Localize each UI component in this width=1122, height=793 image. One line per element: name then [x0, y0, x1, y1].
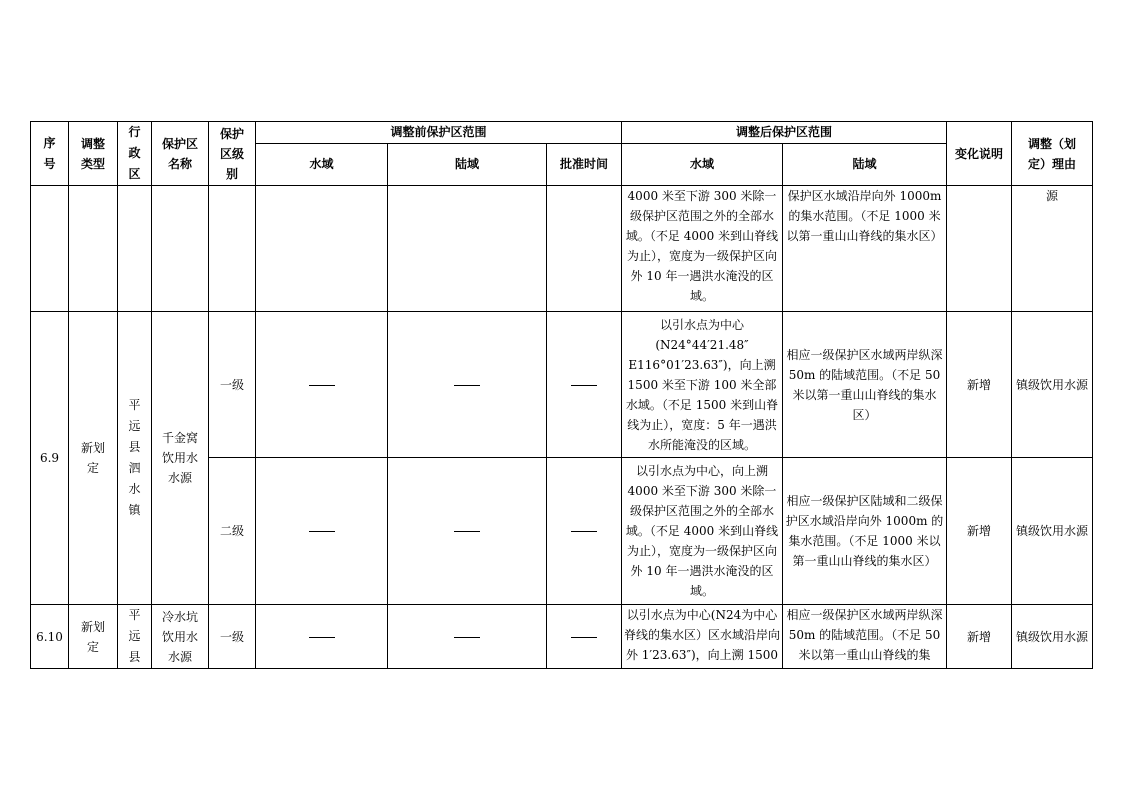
dash-mark [309, 531, 335, 532]
cell [152, 186, 209, 312]
header-approval-time: 批准时间 [547, 143, 622, 185]
level-cell: 一级 [209, 312, 256, 458]
approval-time-cell [547, 312, 622, 458]
zone-name-cell: 冷水坑饮用水水源 [152, 605, 209, 669]
change-note-cell: 新增 [947, 605, 1012, 669]
dash-mark [309, 637, 335, 638]
change-note-cell: 新增 [947, 458, 1012, 605]
after-water-cell: 4000 米至下游 300 米除一级保护区范围之外的全部水域。（不足 4000 米到山脊线为止），宽度为一级保护区向外 10 年一遇洪水淹没的区域。 [622, 186, 783, 312]
cell [31, 186, 69, 312]
reason-cell: 镇级饮用水源 [1012, 312, 1093, 458]
header-reason: 调整（划定）理由 [1012, 122, 1093, 186]
after-water-cell: 以引水点为中心(N24为中心脊线的集水区）区水域沿岸向外 1′23.63″)，向上溯 1500 [622, 605, 783, 669]
seq-cell: 6.10 [31, 605, 69, 669]
dash-mark [571, 531, 597, 532]
header-before-group: 调整前保护区范围 [256, 122, 622, 144]
dash-mark [454, 385, 480, 386]
cell [256, 186, 388, 312]
cell [209, 186, 256, 312]
header-level: 保护区级别 [209, 122, 256, 186]
header-after-water: 水域 [622, 143, 783, 185]
zone-name-cell: 千金窝饮用水水源 [152, 312, 209, 605]
table-row [31, 186, 1093, 312]
dash-mark [571, 385, 597, 386]
header-seq: 序号 [31, 122, 69, 186]
header-admin-region: 行政区 [118, 122, 152, 186]
adjust-type-cell: 新划定 [69, 605, 118, 669]
header-zone-name: 保护区名称 [152, 122, 209, 186]
dash-mark [454, 531, 480, 532]
header-before-land: 陆域 [388, 143, 547, 185]
level-cell: 二级 [209, 458, 256, 605]
before-land-cell [388, 605, 547, 669]
after-land-cell: 保护区水域沿岸向外 1000m 的集水范围。（不足 1000 米以第一重山山脊线的集水区） [783, 186, 947, 312]
before-water-cell [256, 312, 388, 458]
cell [388, 186, 547, 312]
seq-cell: 6.9 [31, 312, 69, 605]
header-after-land: 陆域 [783, 143, 947, 185]
reason-cell: 镇级饮用水源 [1012, 605, 1093, 669]
dash-mark [309, 385, 335, 386]
admin-region-cell: 平远县 [118, 605, 152, 669]
change-note-cell: 新增 [947, 312, 1012, 458]
cell [947, 186, 1012, 312]
admin-region-cell: 平远县泗水镇 [118, 312, 152, 605]
before-water-cell [256, 458, 388, 605]
approval-time-cell [547, 605, 622, 669]
after-water-cell: 以引水点为中心(N24°44′21.48″ E116°01′23.63″)，向上溯 1500 米至下游 100 米全部水域。（不足 1500 米到山脊线为止），宽度：5 年一遇洪水所能淹没的区域。 [622, 312, 783, 458]
table-row [31, 312, 1093, 458]
header-after-group: 调整后保护区范围 [622, 122, 947, 144]
after-water-cell: 以引水点为中心，向上溯 4000 米至下游 300 米除一级保护区范围之外的全部水域。（不足 4000 米到山脊线为止），宽度为一级保护区向外 10 年一遇洪水淹没的区域。 [622, 458, 783, 605]
cell [547, 186, 622, 312]
protection-zone-table [30, 121, 1093, 669]
adjust-type-cell: 新划定 [69, 312, 118, 605]
cell [118, 186, 152, 312]
header-adjust-type: 调整类型 [69, 122, 118, 186]
level-cell: 一级 [209, 605, 256, 669]
after-land-cell: 相应一级保护区水域两岸纵深 50m 的陆域范围。（不足 50 米以第一重山山脊线的集水区） [783, 312, 947, 458]
dash-mark [454, 637, 480, 638]
cell [69, 186, 118, 312]
dash-mark [571, 637, 597, 638]
before-water-cell [256, 605, 388, 669]
before-land-cell [388, 312, 547, 458]
approval-time-cell [547, 458, 622, 605]
header-change-note: 变化说明 [947, 122, 1012, 186]
after-land-cell: 相应一级保护区陆域和二级保护区水域沿岸向外 1000m 的集水范围。（不足 1000 米以第一重山山脊线的集水区） [783, 458, 947, 605]
header-before-water: 水域 [256, 143, 388, 185]
table-row [31, 605, 1093, 669]
before-land-cell [388, 458, 547, 605]
reason-cell: 源 [1012, 186, 1093, 312]
after-land-cell: 相应一级保护区水域两岸纵深 50m 的陆域范围。（不足 50 米以第一重山山脊线的集 [783, 605, 947, 669]
reason-cell: 镇级饮用水源 [1012, 458, 1093, 605]
